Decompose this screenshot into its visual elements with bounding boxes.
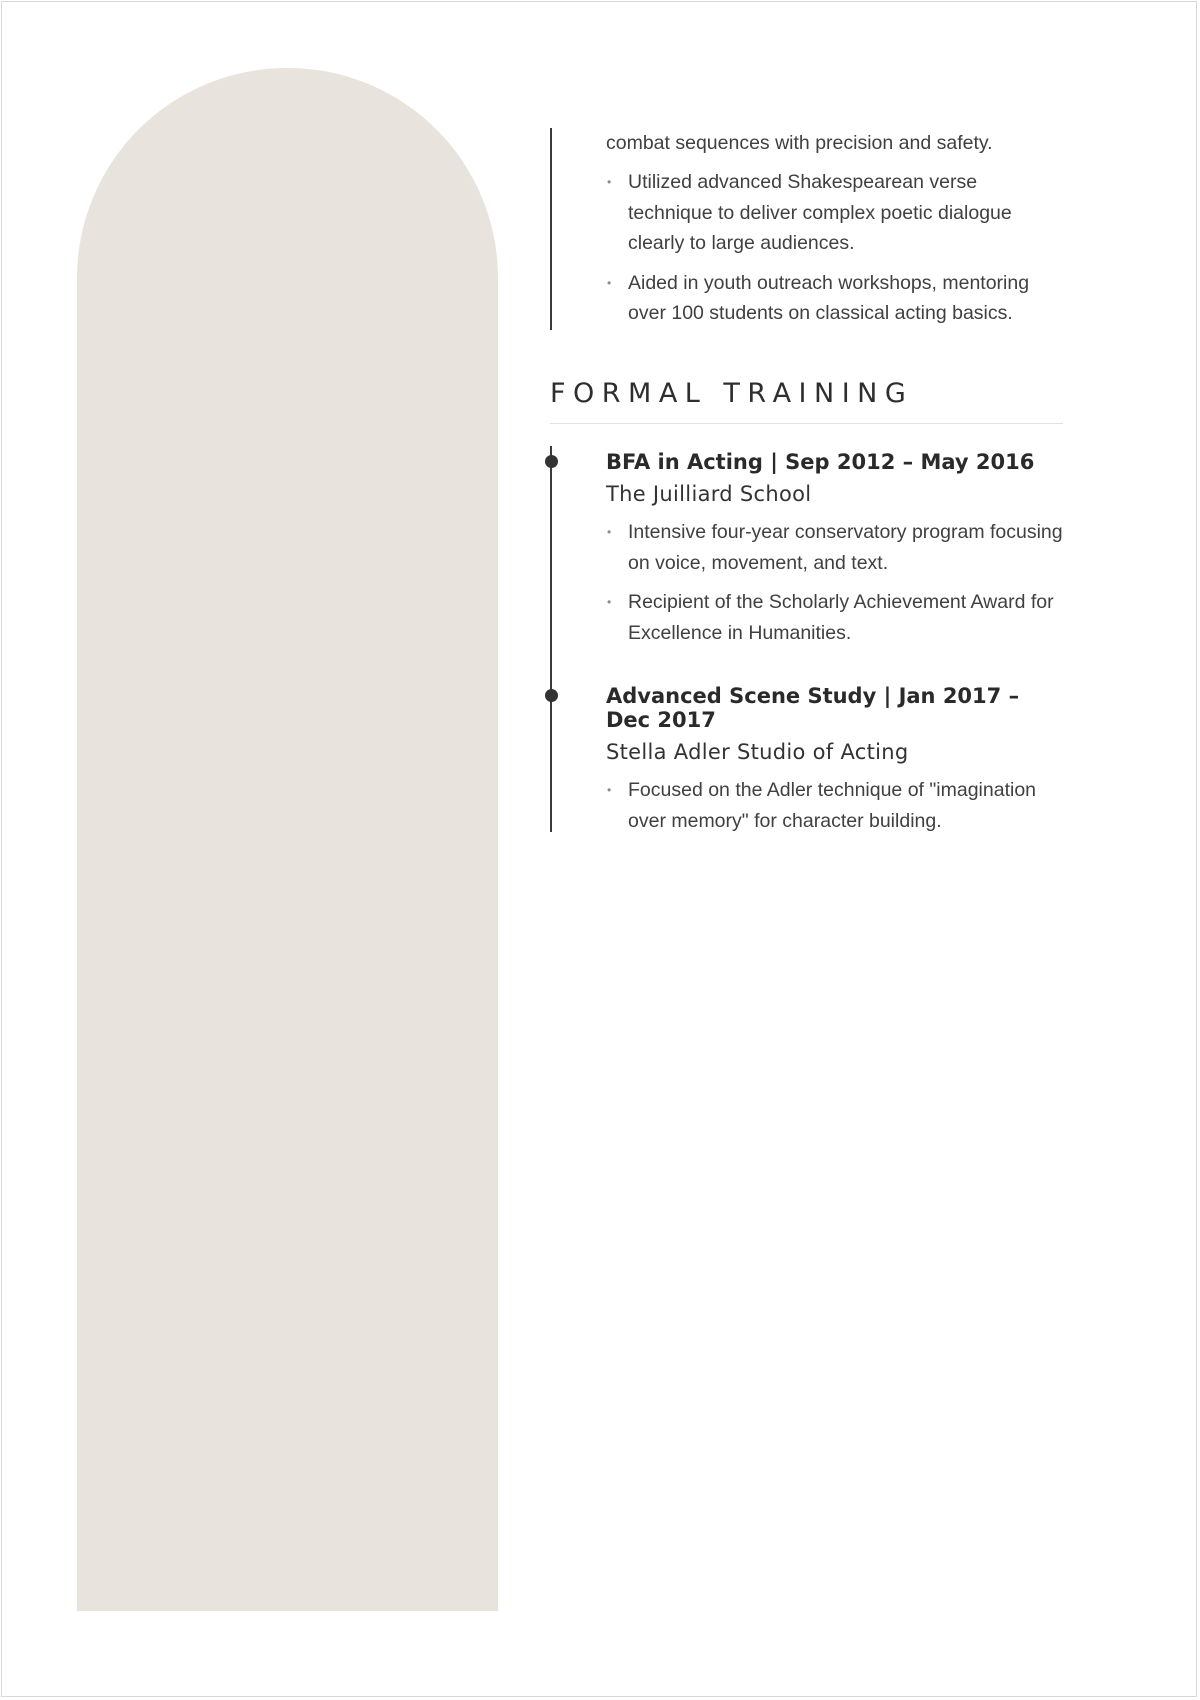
bullet-text: Aided in youth outreach workshops, mentoring over 100 students on classical acting basics. — [628, 271, 1030, 324]
entry-bullet-list — [550, 775, 1065, 836]
entry-title: Advanced Scene Study | Jan 2017 – Dec 2017 — [606, 684, 1020, 732]
bullet-dot-icon: • — [607, 783, 612, 797]
bullet-dot-icon: • — [607, 275, 612, 290]
formal-training-list — [550, 446, 1065, 836]
bullet-dot-icon: • — [607, 175, 612, 189]
bullet-dot-icon: • — [607, 595, 612, 609]
bullet-text: Recipient of the Scholarly Achievement Award for Excellence in Humanities. — [628, 591, 1054, 644]
entry-school: The Juilliard School — [606, 482, 812, 506]
experience-continued-text: combat sequences with precision and safety. — [606, 132, 993, 154]
list-item — [606, 587, 1065, 648]
training-entry — [550, 446, 1065, 648]
list-item — [606, 517, 1065, 578]
section-heading-formal-training: FORMAL TRAINING — [550, 378, 1063, 424]
timeline-dot-icon — [545, 689, 558, 702]
experience-bullet-list — [550, 167, 1065, 329]
experience-timeline-line — [550, 128, 552, 330]
entry-school: Stella Adler Studio of Acting — [606, 740, 909, 764]
training-entry — [550, 684, 1065, 836]
list-item — [606, 775, 1065, 836]
bullet-dot-icon: • — [607, 525, 612, 539]
entry-title: BFA in Acting | Sep 2012 – May 2016 — [606, 450, 1035, 474]
list-item — [606, 167, 1065, 259]
bullet-text: Utilized advanced Shakespearean verse technique to deliver complex poetic dialogue clearly to large audiences. — [628, 171, 1012, 254]
bullet-text: Intensive four-year conservatory program focusing on voice, movement, and text. — [628, 521, 1063, 574]
timeline-dot-icon — [545, 455, 558, 468]
experience-continuation — [550, 128, 1065, 329]
decorative-arch-panel — [77, 68, 498, 1611]
bullet-text: Focused on the Adler technique of "imagination over memory" for character building. — [628, 779, 1037, 832]
entry-bullet-list — [550, 517, 1065, 648]
list-item — [606, 268, 1065, 329]
